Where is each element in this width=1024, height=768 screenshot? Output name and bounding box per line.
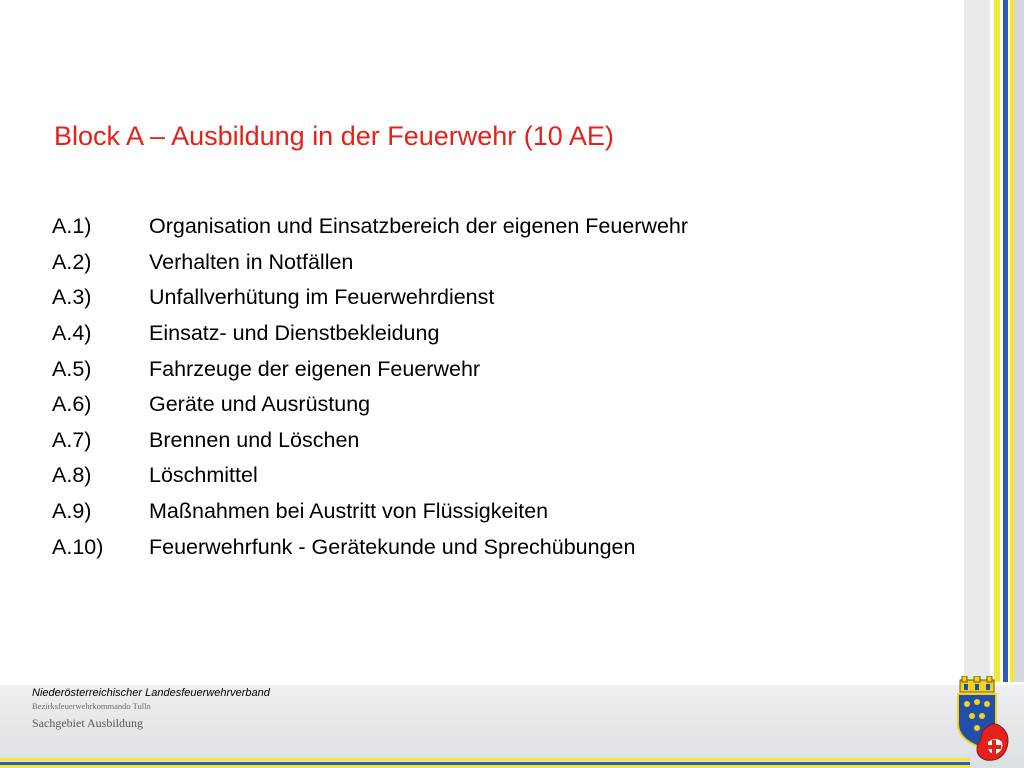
topic-item (52, 423, 688, 459)
topic-item (52, 529, 688, 565)
slide-title: Block A – Ausbildung in der Feuerwehr (10 AE) (54, 121, 614, 151)
coat-of-arms-icon (952, 676, 1016, 764)
right-decor-stripes (964, 0, 1024, 768)
topic-item (52, 458, 688, 494)
topic-number: A.2) (52, 249, 92, 274)
topic-number: A.4) (52, 321, 92, 346)
topic-text: Löschmittel (149, 463, 258, 488)
footer-department: Sachgebiet Ausbildung (32, 716, 143, 730)
topic-text: Fahrzeuge der eigenen Feuerwehr (149, 356, 481, 381)
topic-number: A.5) (52, 356, 92, 381)
topic-number: A.3) (52, 285, 92, 310)
topic-text: Maßnahmen bei Austritt von Flüssigkeiten (149, 499, 549, 524)
footer-district: Bezirksfeuerwehrkommando Tulln (32, 701, 151, 711)
topic-item (52, 387, 688, 423)
topic-item (52, 280, 688, 316)
topic-number: A.6) (52, 392, 92, 417)
topic-number: A.10) (52, 534, 104, 559)
topic-number: A.7) (52, 427, 92, 452)
topic-list (52, 209, 688, 565)
topic-text: Brennen und Löschen (149, 427, 360, 452)
topic-text: Einsatz- und Dienstbekleidung (149, 321, 440, 346)
topic-number: A.8) (52, 463, 92, 488)
topic-text: Verhalten in Notfällen (149, 249, 354, 274)
topic-item (52, 316, 688, 352)
topic-item (52, 209, 688, 245)
topic-text: Organisation und Einsatzbereich der eigenen Feuerwehr (149, 214, 689, 239)
footer-organization: Niederösterreichischer Landesfeuerwehrverband (32, 687, 270, 699)
topic-number: A.9) (52, 499, 92, 524)
topic-item (52, 494, 688, 530)
topic-number: A.1) (52, 214, 92, 239)
topic-text: Unfallverhütung im Feuerwehrdienst (149, 285, 495, 310)
topic-text: Geräte und Ausrüstung (149, 392, 371, 417)
topic-text: Feuerwehrfunk - Gerätekunde und Sprechübungen (149, 534, 636, 559)
topic-item (52, 351, 688, 387)
topic-item (52, 245, 688, 281)
